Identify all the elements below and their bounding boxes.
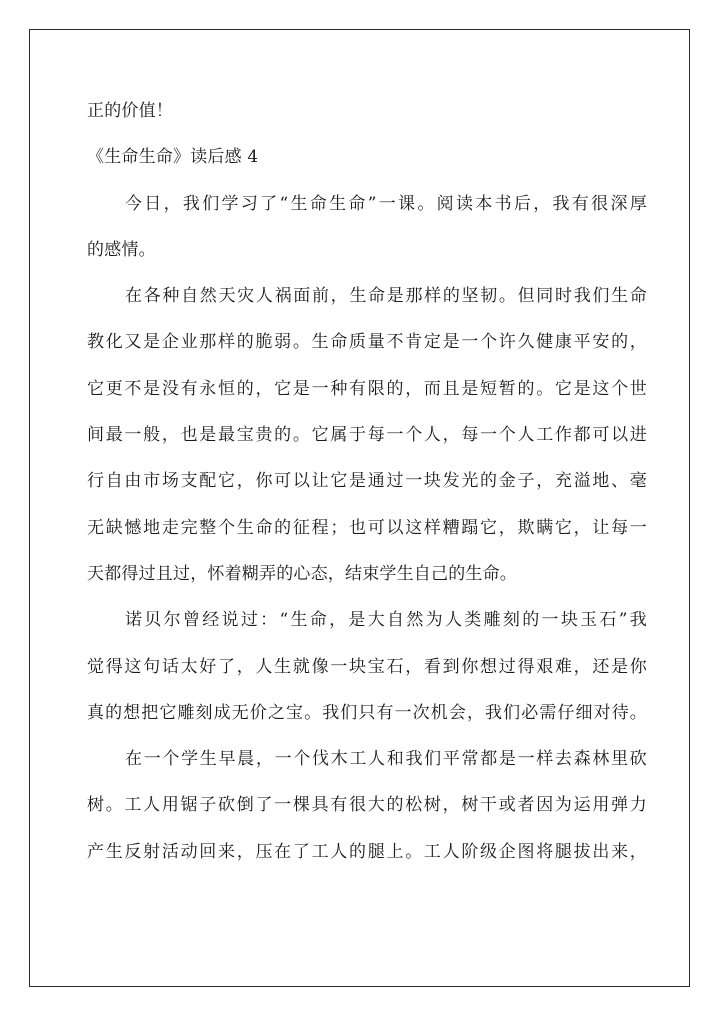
text-line: 无缺憾地走完整个生命的征程；也可以这样糟蹋它，欺瞒它，让每一 <box>87 517 647 538</box>
text-line: 教化又是企业那样的脆弱。生命质量不肯定是一个许久健康平安的， <box>87 332 647 353</box>
text-line: 真的想把它雕刻成无价之宝。我们只有一次机会，我们必需仔细对待。 <box>87 702 647 723</box>
text-line: 树。工人用锯子砍倒了一棵具有很大的松树，树干或者因为运用弹力 <box>87 795 647 816</box>
text-line: 的感情。 <box>87 239 156 260</box>
text-line: 它更不是没有永恒的，它是一种有限的，而且是短暂的。它是这个世 <box>87 378 647 399</box>
text-line: 间最一般，也是最宝贵的。它属于每一个人，每一个人工作都可以进 <box>87 425 647 446</box>
text-line: 正的价值！ <box>87 101 173 121</box>
text-line: 行自由市场支配它，你可以让它是通过一块发光的金子，充溢地、毫 <box>87 471 647 492</box>
text-line: 产生反射活动回来，压在了工人的腿上。工人阶级企图将腿拔出来， <box>87 841 647 862</box>
text-line: 天都得过且过，怀着糊弄的心态，结束学生自己的生命。 <box>87 563 517 584</box>
text-line: 今日，我们学习了“生命生命”一课。阅读本书后，我有很深厚 <box>125 193 647 214</box>
text-line: 觉得这句话太好了，人生就像一块宝石，看到你想过得艰难，还是你 <box>87 656 647 677</box>
essay-title: 《生命生命》读后感 4 <box>87 147 259 168</box>
text-line: 在一个学生早晨，一个伐木工人和我们平常都是一样去森林里砍 <box>125 749 647 770</box>
document-body <box>87 96 647 883</box>
text-line: 诺贝尔曾经说过：“生命，是大自然为人类雕刻的一块玉石”我 <box>125 610 647 631</box>
text-line: 在各种自然天灾人祸面前，生命是那样的坚韧。但同时我们生命 <box>125 286 647 307</box>
